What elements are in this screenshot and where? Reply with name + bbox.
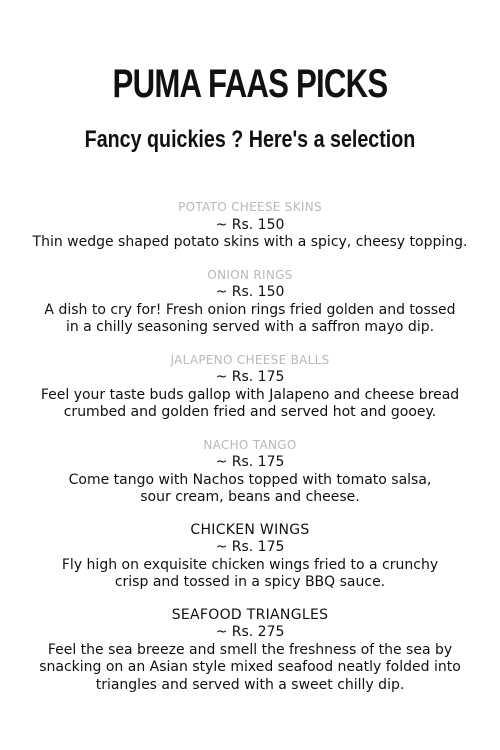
item-description: Fly high on exquisite chicken wings fried to a crunchy crisp and tossed in a spicy BBQ sauce. [61, 556, 439, 590]
item-description: A dish to cry for! Fresh onion rings fried golden and tossed in a chilly seasoning served with a saffron mayo dip. [44, 301, 456, 335]
menu-title: PUMA FAAS PICKS [112, 62, 388, 106]
item-name: POTATO CHEESE SKINS [178, 200, 322, 214]
item-price: ~ Rs. 175 [215, 539, 285, 555]
item-description: Feel the sea breeze and smell the freshness of the sea by snacking on an Asian style mixed seafood neatly folded into triangles and served with a sweet chilly dip. [39, 641, 461, 693]
item-description: Come tango with Nachos topped with tomato salsa, sour cream, beans and cheese. [68, 471, 432, 505]
menu-list [0, 199, 500, 709]
menu-item-chicken-wings [0, 522, 500, 592]
menu-item-seafood-triangles [0, 607, 500, 695]
item-name: JALAPENO CHEESE BALLS [170, 352, 330, 367]
menu-item-nacho-tango [0, 437, 500, 507]
item-name: ONION RINGS [207, 267, 293, 282]
item-price: ~ Rs. 150 [215, 216, 285, 233]
item-price: ~ Rs. 175 [215, 454, 285, 470]
menu-item-potato-cheese-skins [0, 199, 500, 252]
item-price: ~ Rs. 150 [215, 284, 285, 300]
menu-subtitle: Fancy quickies ? Here's a selection [84, 126, 416, 153]
item-name: NACHO TANGO [203, 437, 297, 452]
item-price: ~ Rs. 275 [215, 624, 285, 640]
item-name: CHICKEN WINGS [190, 521, 310, 538]
item-price: ~ Rs. 175 [215, 369, 285, 385]
item-description: Feel your taste buds gallop with Jalapeno and cheese bread crumbed and golden fried and served hot and gooey. [40, 386, 460, 420]
item-name: SEAFOOD TRIANGLES [171, 606, 329, 623]
menu-item-jalapeno-cheese-balls [0, 352, 500, 422]
item-description: Thin wedge shaped potato skins with a spicy, cheesy topping. [32, 234, 468, 250]
menu-item-onion-rings [0, 267, 500, 337]
